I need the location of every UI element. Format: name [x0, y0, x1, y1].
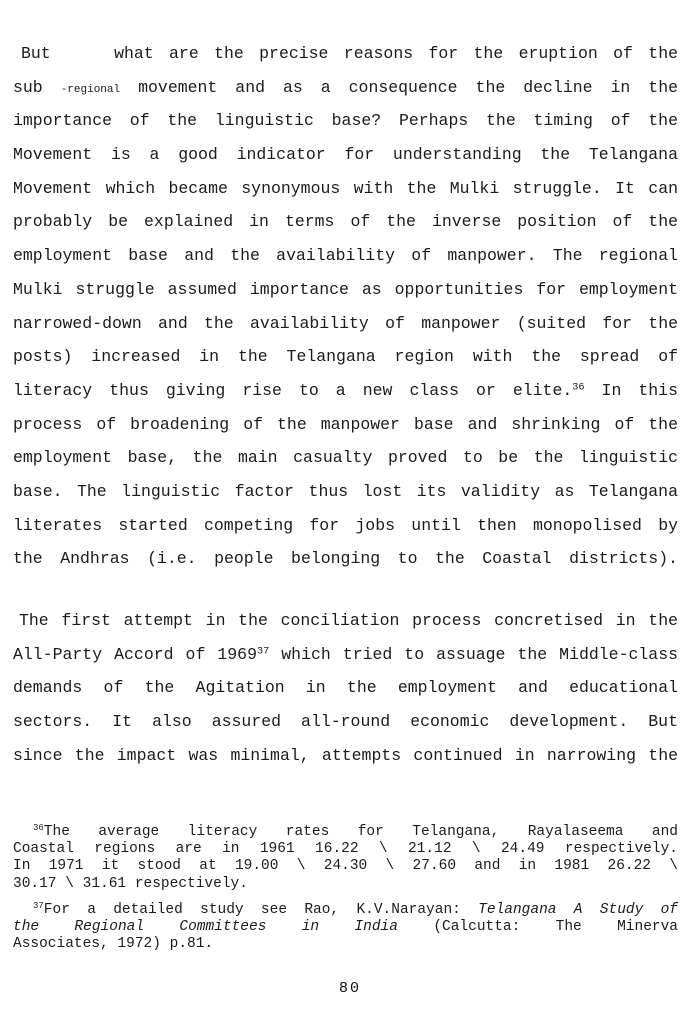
small-inserted-text: -regional: [60, 83, 121, 96]
text-line: the Andhras (i.e. people belonging to the Coastal districts).: [13, 549, 678, 569]
text-line: Movement which became synonymous with the Mulki struggle. It can: [13, 178, 678, 198]
line-text: sub: [13, 77, 43, 97]
line-text: which tried to assuage the Middle-class: [281, 644, 678, 664]
line-text: But: [21, 44, 51, 63]
footnote-line: Coastal regions are in 1961 16.22 \ 21.12 \ 24.49 respectively.: [13, 841, 678, 858]
text-line: since the impact was minimal, attempts continued in narrowing the: [13, 745, 678, 765]
line-text: The average literacy rates for Telangana, Rayalaseema and: [43, 824, 678, 840]
footnote-reference-37: 37: [256, 645, 270, 658]
line-text: literacy thus giving rise to a new class or elite.: [13, 380, 573, 400]
text-line: probably be explained in terms of the inverse position of the: [13, 212, 678, 232]
text-line: Mulki struggle assumed importance as opportunities for employment: [13, 279, 678, 299]
typewriter-gap: [51, 57, 99, 58]
text-line: [13, 374, 678, 408]
text-line: base. The linguistic factor thus lost its validity as Telangana: [13, 481, 678, 501]
body-paragraph-2: [13, 604, 678, 772]
footnote-line: [13, 902, 678, 919]
text-line: employment base, the main casualty proved to be the linguistic: [13, 448, 678, 468]
line-text: what are the precise reasons for the eruption of the: [114, 44, 678, 63]
book-title-italic: the Regional Committees in India: [13, 919, 398, 936]
footnote-line: [13, 919, 678, 936]
footnote-line: In 1971 it stood at 19.00 \ 24.30 \ 27.60 and in 1981 26.22 \: [13, 858, 678, 875]
footnote-line: [13, 824, 678, 841]
text-line: [13, 37, 678, 71]
line-text: In this: [601, 380, 678, 400]
text-line: demands of the Agitation in the employment and educational: [13, 678, 678, 698]
book-title-italic: Telangana A Study of: [478, 902, 679, 918]
text-line: literates started competing for jobs until then monopolised by: [13, 515, 678, 535]
footnote-37: [13, 902, 678, 954]
footnote-reference-36: 36: [572, 381, 585, 394]
text-line: [13, 71, 678, 105]
footnote-line: 30.17 \ 31.61 respectively.: [13, 875, 248, 892]
footnote-line: Associates, 1972) p.81.: [13, 936, 214, 953]
text-line: importance of the linguistic base? Perhaps the timing of the: [13, 111, 678, 131]
line-text: All-Party Accord of 1969: [13, 644, 257, 664]
text-line: The first attempt in the conciliation process concretised in the: [19, 611, 678, 630]
line-text: movement and as a consequence the decline in the: [138, 77, 678, 97]
text-line: Movement is a good indicator for understanding the Telangana: [13, 145, 678, 165]
line-text: (Calcutta: The Minerva: [433, 919, 679, 936]
footnote-marker-36: 36: [33, 823, 44, 834]
footnote-36: [13, 824, 678, 893]
text-line: [13, 638, 678, 672]
text-line: posts) increased in the Telangana region with the spread of: [13, 347, 678, 367]
text-line: employment base and the availability of manpower. The regional: [13, 246, 678, 266]
page-number: 80: [338, 980, 361, 997]
body-paragraph-1: [13, 37, 678, 576]
text-line: narrowed-down and the availability of manpower (suited for the: [13, 313, 678, 333]
text-line: process of broadening of the manpower base and shrinking of the: [13, 414, 678, 434]
footnote-marker-37: 37: [33, 901, 44, 912]
line-text: For a detailed study see Rao, K.V.Narayan:: [43, 902, 461, 918]
text-line: sectors. It also assured all-round economic development. But: [13, 712, 678, 732]
